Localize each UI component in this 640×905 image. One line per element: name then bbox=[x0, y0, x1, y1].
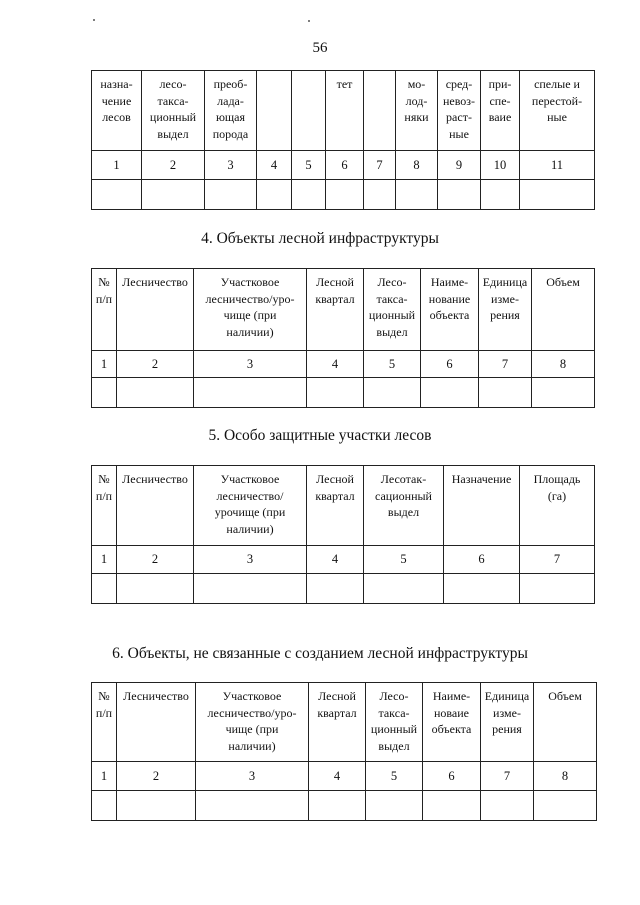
empty-cell bbox=[307, 378, 364, 408]
column-number: 7 bbox=[481, 762, 534, 791]
empty-cell bbox=[479, 378, 532, 408]
header-cell: Объем bbox=[534, 683, 597, 762]
header-cell bbox=[292, 71, 326, 151]
column-number: 1 bbox=[92, 546, 117, 574]
section-4-title: 4. Объекты лесной инфраструктуры bbox=[201, 230, 439, 247]
empty-cell bbox=[481, 791, 534, 821]
column-number-row bbox=[92, 762, 597, 791]
header-cell: Лесо- такса- ционный выдел bbox=[364, 269, 421, 351]
empty-cell bbox=[117, 574, 194, 604]
column-number: 6 bbox=[421, 351, 479, 378]
header-cell: Наиме- нование объекта bbox=[421, 269, 479, 351]
table-section-6 bbox=[91, 682, 597, 821]
header-cell: Объем bbox=[532, 269, 595, 351]
header-cell bbox=[364, 71, 396, 151]
empty-cell bbox=[366, 791, 423, 821]
empty-data-row bbox=[92, 378, 595, 408]
column-number: 4 bbox=[257, 151, 292, 180]
column-number: 6 bbox=[444, 546, 520, 574]
empty-cell bbox=[292, 180, 326, 210]
column-number: 5 bbox=[366, 762, 423, 791]
header-cell: Лесной квартал bbox=[307, 269, 364, 351]
empty-cell bbox=[117, 378, 194, 408]
column-number: 7 bbox=[520, 546, 595, 574]
header-cell: мо- лод- няки bbox=[396, 71, 438, 151]
column-number-row bbox=[92, 151, 595, 180]
table-header-row bbox=[92, 466, 595, 546]
column-number: 8 bbox=[396, 151, 438, 180]
header-cell: Наиме- новаие объекта bbox=[423, 683, 481, 762]
header-cell: назна- чение лесов bbox=[92, 71, 142, 151]
column-number: 1 bbox=[92, 762, 117, 791]
header-cell: при- спе- ваие bbox=[481, 71, 520, 151]
header-cell: Площадь (га) bbox=[520, 466, 595, 546]
empty-cell bbox=[364, 378, 421, 408]
empty-cell bbox=[396, 180, 438, 210]
empty-cell bbox=[364, 574, 444, 604]
table-header-row bbox=[92, 269, 595, 351]
column-number: 5 bbox=[292, 151, 326, 180]
header-cell: лесо- такса- ционный выдел bbox=[142, 71, 205, 151]
empty-cell bbox=[92, 180, 142, 210]
column-number-row bbox=[92, 351, 595, 378]
header-cell: тет bbox=[326, 71, 364, 151]
header-cell: Назначение bbox=[444, 466, 520, 546]
column-number: 10 bbox=[481, 151, 520, 180]
header-cell: Лесотак- сационный выдел bbox=[364, 466, 444, 546]
column-number: 6 bbox=[326, 151, 364, 180]
header-cell: преоб- лада- ющая порода bbox=[205, 71, 257, 151]
column-number: 8 bbox=[532, 351, 595, 378]
header-cell: Единица изме- рения bbox=[479, 269, 532, 351]
column-number: 7 bbox=[364, 151, 396, 180]
empty-cell bbox=[520, 574, 595, 604]
section-5-title: 5. Особо защитные участки лесов bbox=[208, 427, 432, 444]
table-section-4 bbox=[91, 268, 595, 408]
column-number: 5 bbox=[364, 351, 421, 378]
table-top bbox=[91, 70, 595, 210]
empty-cell bbox=[309, 791, 366, 821]
header-cell: Лесничество bbox=[117, 466, 194, 546]
table-header-row bbox=[92, 683, 597, 762]
column-number: 3 bbox=[194, 546, 307, 574]
empty-cell bbox=[520, 180, 595, 210]
empty-cell bbox=[194, 574, 307, 604]
scan-speck bbox=[308, 20, 310, 22]
empty-cell bbox=[307, 574, 364, 604]
header-cell: Лесо- такса- ционный выдел bbox=[366, 683, 423, 762]
header-cell: Участковое лесничество/уро- чище (при наличии) bbox=[194, 269, 307, 351]
column-number: 8 bbox=[534, 762, 597, 791]
header-cell: № п/п bbox=[92, 269, 117, 351]
column-number: 5 bbox=[364, 546, 444, 574]
header-cell: Лесничество bbox=[117, 269, 194, 351]
column-number: 4 bbox=[307, 546, 364, 574]
empty-cell bbox=[194, 378, 307, 408]
column-number: 3 bbox=[194, 351, 307, 378]
header-cell: Единица изме- рения bbox=[481, 683, 534, 762]
column-number: 2 bbox=[142, 151, 205, 180]
empty-cell bbox=[481, 180, 520, 210]
empty-cell bbox=[438, 180, 481, 210]
column-number: 4 bbox=[309, 762, 366, 791]
column-number: 2 bbox=[117, 762, 196, 791]
empty-cell bbox=[364, 180, 396, 210]
header-cell: Лесной квартал bbox=[309, 683, 366, 762]
empty-cell bbox=[423, 791, 481, 821]
empty-cell bbox=[196, 791, 309, 821]
column-number: 1 bbox=[92, 151, 142, 180]
header-cell: № п/п bbox=[92, 466, 117, 546]
header-cell: Лесничество bbox=[117, 683, 196, 762]
column-number: 2 bbox=[117, 351, 194, 378]
empty-data-row bbox=[92, 574, 595, 604]
column-number: 7 bbox=[479, 351, 532, 378]
column-number: 1 bbox=[92, 351, 117, 378]
empty-data-row bbox=[92, 180, 595, 210]
header-cell: Участковое лесничество/уро- чище (при наличии) bbox=[196, 683, 309, 762]
table-section-5 bbox=[91, 465, 595, 604]
header-cell bbox=[257, 71, 292, 151]
header-cell: спелые и перестой- ные bbox=[520, 71, 595, 151]
column-number: 2 bbox=[117, 546, 194, 574]
table-header-row bbox=[92, 71, 595, 151]
column-number: 3 bbox=[205, 151, 257, 180]
empty-cell bbox=[534, 791, 597, 821]
header-cell: Участковое лесничество/ урочище (при наличии) bbox=[194, 466, 307, 546]
column-number-row bbox=[92, 546, 595, 574]
empty-cell bbox=[326, 180, 364, 210]
empty-cell bbox=[92, 574, 117, 604]
header-cell: сред- невоз- раст- ные bbox=[438, 71, 481, 151]
empty-cell bbox=[444, 574, 520, 604]
page-number: 56 bbox=[312, 40, 328, 56]
empty-data-row bbox=[92, 791, 597, 821]
empty-cell bbox=[92, 791, 117, 821]
empty-cell bbox=[257, 180, 292, 210]
column-number: 11 bbox=[520, 151, 595, 180]
scan-speck bbox=[93, 19, 95, 21]
section-6-title: 6. Объекты, не связанные с созданием лесной инфраструктуры bbox=[112, 645, 528, 662]
column-number: 9 bbox=[438, 151, 481, 180]
empty-cell bbox=[92, 378, 117, 408]
empty-cell bbox=[205, 180, 257, 210]
empty-cell bbox=[421, 378, 479, 408]
empty-cell bbox=[142, 180, 205, 210]
empty-cell bbox=[117, 791, 196, 821]
column-number: 3 bbox=[196, 762, 309, 791]
column-number: 4 bbox=[307, 351, 364, 378]
header-cell: Лесной квартал bbox=[307, 466, 364, 546]
empty-cell bbox=[532, 378, 595, 408]
header-cell: № п/п bbox=[92, 683, 117, 762]
column-number: 6 bbox=[423, 762, 481, 791]
